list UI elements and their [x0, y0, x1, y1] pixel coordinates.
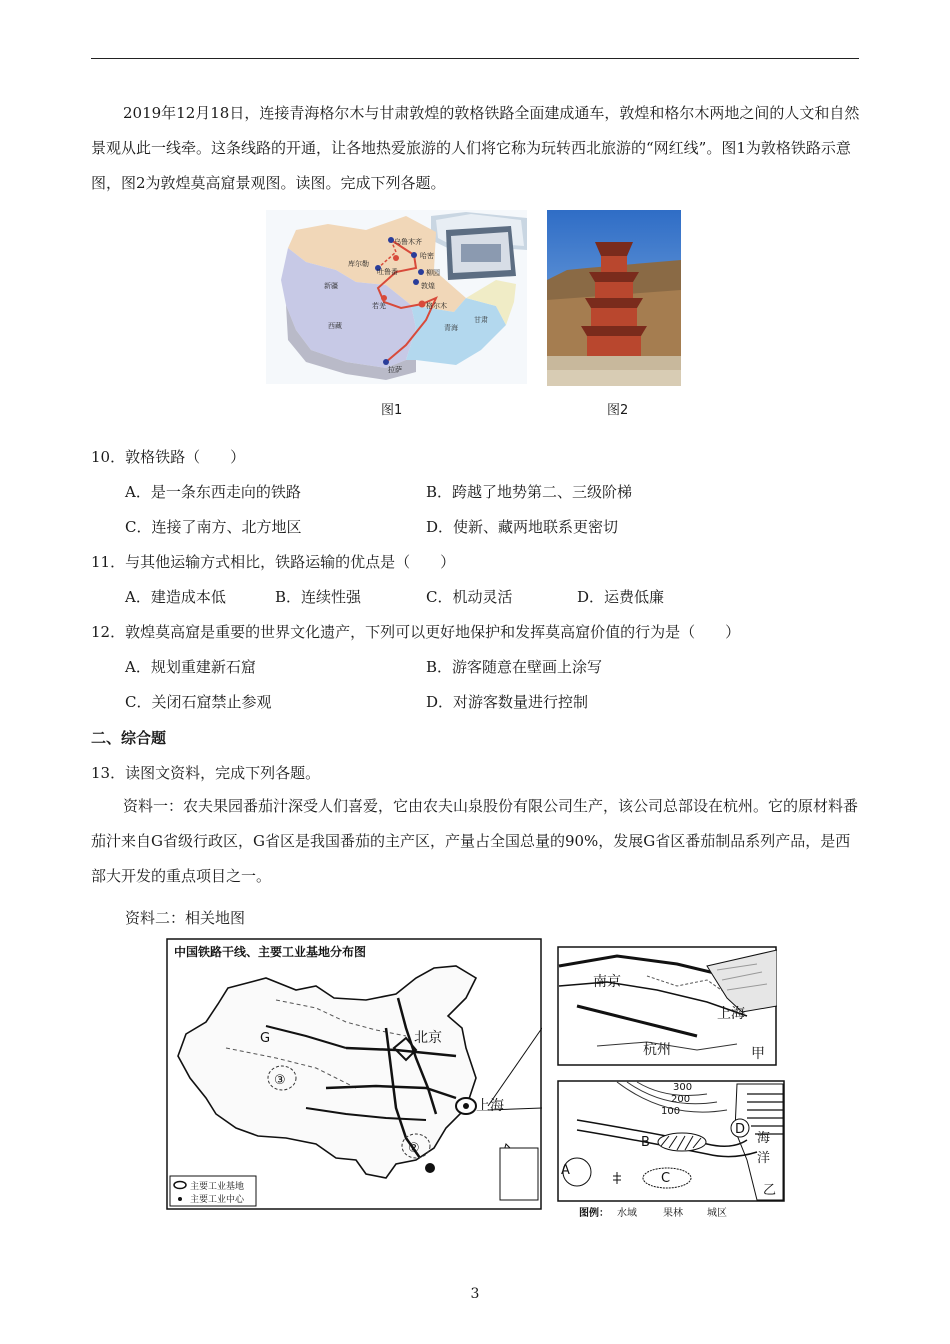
- china-railway-map-svg: [166, 938, 542, 1210]
- map-label-shanghai: 上海: [476, 1098, 504, 1114]
- contour-300: 300: [673, 1082, 693, 1093]
- intro-paragraph: 2019年12月18日，连接青海格尔木与甘肃敦煌的敦格铁路全面建成通车，敦煌和格尔木两地之间的人文和自然景观从此一线牵。这条线路的开通，让各地热爱旅游的人们将它称为玩转西北旅游的“网红线”。图1为敦格铁路示意图，图2为敦煌莫高窟景观图。读图。完成下列各题。: [91, 104, 860, 192]
- figure1-caption: 图1: [381, 403, 403, 418]
- city-dunhuang-label: 敦煌: [421, 282, 435, 290]
- inset2-label-a: A: [561, 1163, 570, 1178]
- region-xizang-label: 西藏: [328, 322, 342, 330]
- q10-option-a[interactable]: A．是一条东西走向的铁路: [125, 483, 301, 501]
- city-liuyuan-marker: [418, 269, 424, 275]
- city-golmud-label: 格尔木: [426, 302, 447, 310]
- city-hami-label: 哈密: [420, 252, 434, 260]
- header-rule: [91, 58, 859, 59]
- legend-item-city: 城区: [707, 1208, 727, 1219]
- inset-yangtze-delta: [557, 946, 777, 1066]
- city-korla-label: 库尔勒: [348, 260, 369, 268]
- city-urumqi-label: 乌鲁木齐: [394, 238, 422, 246]
- page-number: 3: [470, 1286, 480, 1302]
- q11-option-d[interactable]: D．运费低廉: [577, 588, 665, 606]
- city-turpan-label: 吐鲁番: [377, 268, 398, 276]
- inset1-shanghai: 上海: [717, 1006, 745, 1022]
- city-lhasa-label: 拉萨: [388, 366, 402, 374]
- inset-local-map: [557, 1080, 785, 1220]
- map-label-three: ③: [274, 1073, 286, 1088]
- mogao-photo: [547, 210, 681, 386]
- region-gansu-label: 甘肃: [474, 316, 488, 324]
- city-lhasa-marker: [383, 359, 389, 365]
- region-xinjiang-label: 新疆: [324, 282, 338, 290]
- inset2-sea1: 海: [757, 1131, 771, 1146]
- q11-stem: 11．与其他运输方式相比，铁路运输的优点是（ ）: [91, 553, 456, 571]
- q11-option-a[interactable]: A．建造成本低: [125, 588, 226, 606]
- q10-option-d[interactable]: D．使新、藏两地联系更密切: [426, 518, 619, 536]
- legend-base-label: 主要工业基地: [190, 1182, 245, 1192]
- contour-100: 100: [661, 1106, 681, 1117]
- q10-option-c[interactable]: C．连接了南方、北方地区: [125, 518, 302, 536]
- q12-option-d[interactable]: D．对游客数量进行控制: [426, 693, 589, 711]
- city-ruoqiang-marker: [381, 295, 387, 301]
- city-turpan-marker: [393, 255, 399, 261]
- q11-option-c[interactable]: C．机动灵活: [426, 588, 513, 606]
- q13-material1: 资料一：农夫果园番茄汁深受人们喜爱，它由农夫山泉股份有限公司生产，该公司总部设在杭州。它的原材料番茄汁来自G省级行政区，G省区是我国番茄的主产区，产量占全国总量的90%，发展G省区番茄制品系列产品，是西部大开发的重点项目之一。: [91, 797, 859, 885]
- q12-option-c[interactable]: C．关闭石窟禁止参观: [125, 693, 272, 711]
- q11-option-b[interactable]: B．连续性强: [275, 588, 362, 606]
- inset2-yi: 乙: [763, 1183, 777, 1198]
- inset2-label-d: D: [735, 1122, 746, 1137]
- map-label-beijing: 北京: [414, 1030, 442, 1046]
- inset1-jia: 甲: [751, 1046, 765, 1062]
- inset-local-svg: [557, 1080, 785, 1220]
- region-qinghai-label: 青海: [444, 324, 458, 332]
- q13-stem: 13．读图文资料，完成下列各题。: [91, 764, 321, 782]
- railway-map-figure: [266, 210, 527, 384]
- city-ruoqiang-label: 若羌: [372, 302, 386, 310]
- q13-material2: 资料二：相关地图: [125, 909, 246, 927]
- q10-stem: 10．敦格铁路（ ）: [91, 448, 246, 466]
- inset2-label-b: B: [641, 1135, 650, 1150]
- contour-200: 200: [671, 1094, 691, 1105]
- legend-center-label: 主要工业中心: [190, 1195, 245, 1205]
- q12-stem: 12．敦煌莫高窟是重要的世界文化遗产，下列可以更好地保护和发挥莫高窟价值的行为是（ ）: [91, 623, 741, 641]
- legend-item-water: 水域: [617, 1208, 637, 1219]
- city-golmud-marker: [419, 301, 426, 308]
- q12-option-a[interactable]: A．规划重建新石窟: [125, 658, 256, 676]
- mogao-photo-svg: [547, 210, 681, 386]
- railway-map-svg: [266, 210, 527, 384]
- map-label-g: G: [260, 1031, 271, 1046]
- city-dunhuang-marker: [413, 279, 419, 285]
- inset-yangtze-svg: [557, 946, 777, 1066]
- inset2-label-c: C: [661, 1171, 671, 1186]
- city-hami-marker: [411, 252, 417, 258]
- inset1-nanjing: 南京: [593, 974, 621, 990]
- map-label-two: ②: [408, 1141, 420, 1156]
- legend-item-orchard: 果林: [663, 1208, 683, 1219]
- inset2-sea2: 洋: [757, 1151, 771, 1166]
- section2-title: 二、综合题: [91, 729, 167, 747]
- figure2-caption: 图2: [607, 403, 629, 418]
- china-railway-map: [166, 938, 542, 1210]
- q10-option-b[interactable]: B．跨越了地势第二、三级阶梯: [426, 483, 633, 501]
- inset1-hangzhou: 杭州: [643, 1042, 671, 1058]
- inset2-legend-title: 图例：: [579, 1208, 609, 1219]
- map-title: 中国铁路干线、主要工业基地分布图: [174, 945, 367, 959]
- legend-center-symbol: [178, 1197, 182, 1201]
- city-liuyuan-label: 柳园: [426, 269, 440, 277]
- q12-option-b[interactable]: B．游客随意在壁画上涂写: [426, 658, 603, 676]
